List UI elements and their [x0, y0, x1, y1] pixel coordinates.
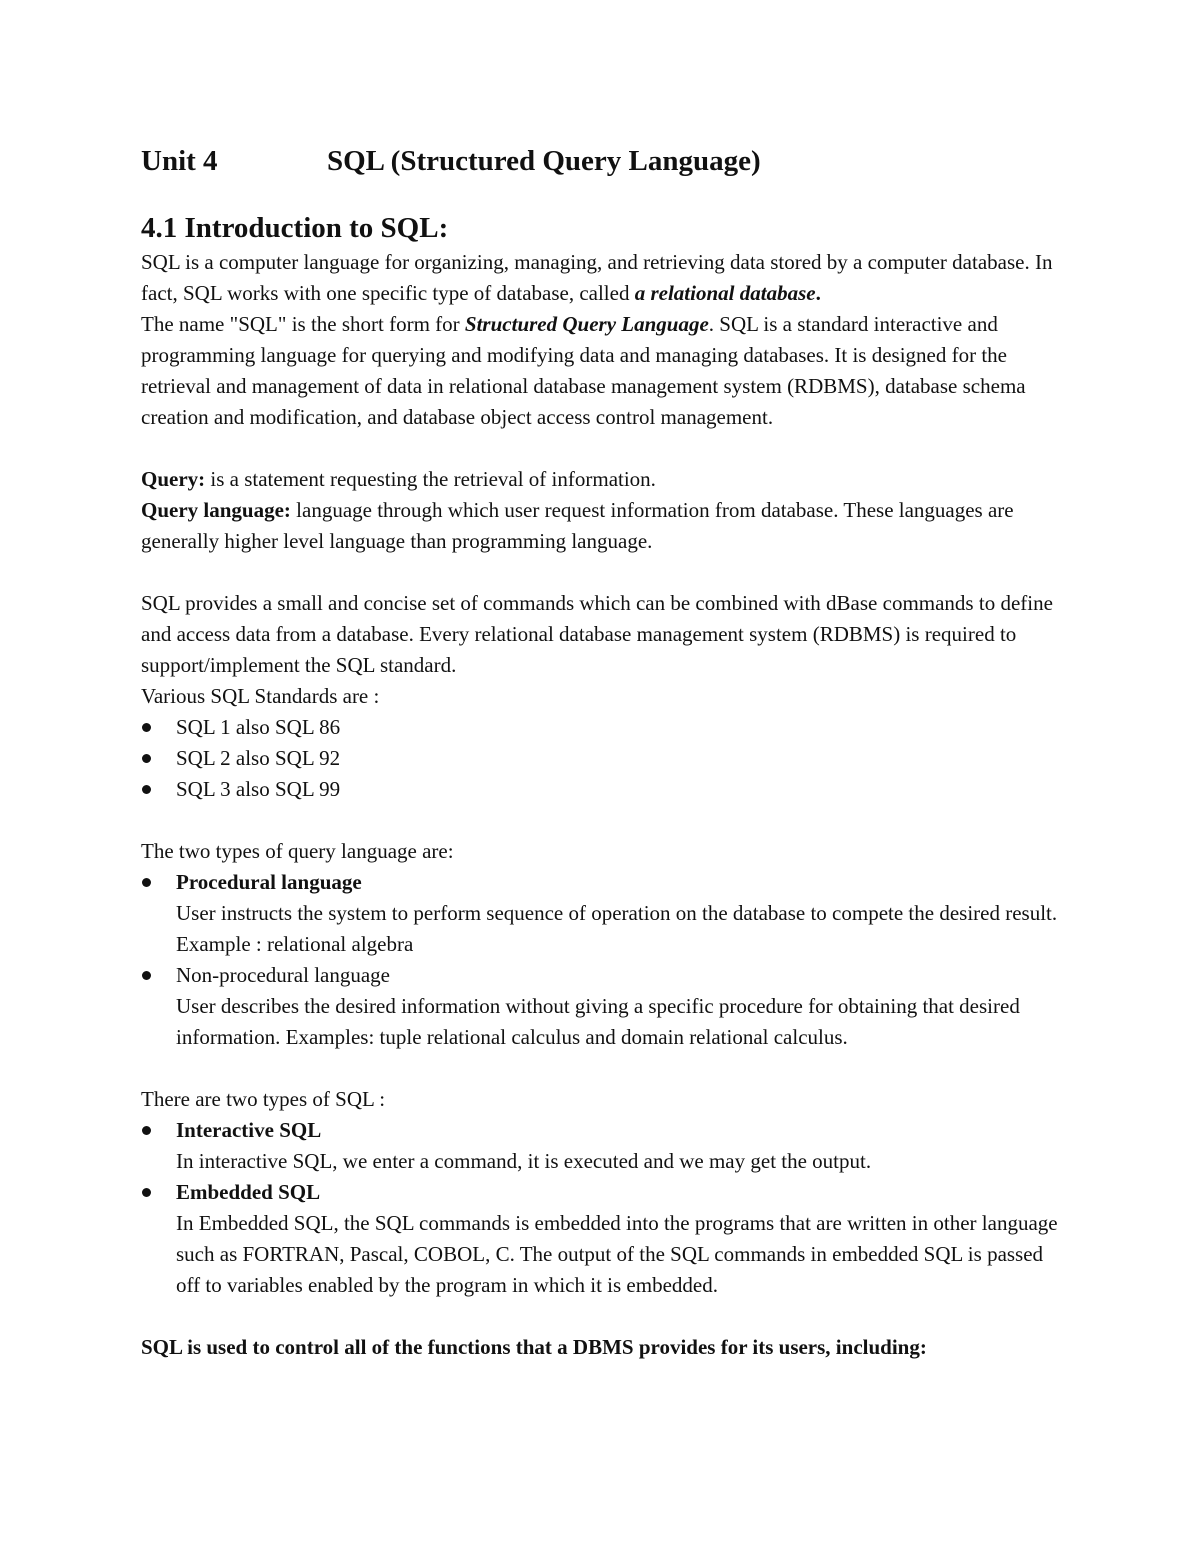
unit-number: Unit 4	[141, 145, 218, 177]
intro-sentence-1-end: .	[815, 281, 821, 305]
query-types-intro: The two types of query language are:	[141, 839, 454, 863]
standards-list	[141, 712, 1061, 805]
bullet-icon	[142, 971, 151, 980]
sql-types-intro: There are two types of SQL :	[141, 1087, 386, 1111]
relational-database-term: a relational database	[634, 281, 816, 305]
procedural-language-desc: User instructs the system to perform sequence of operation on the database to compete the desired result. Example : relational algebra	[176, 901, 1058, 956]
interactive-sql-desc: In interactive SQL, we enter a command, it is executed and we may get the output.	[176, 1149, 872, 1173]
query-language-definition	[141, 495, 1061, 557]
intro-sentence-2: The name "SQL" is the short form for	[141, 312, 465, 336]
query-definition	[141, 464, 1061, 495]
intro-sentence-1: SQL is a computer language for organizing, managing, and retrieving data stored by a computer database. In fact, SQL works with one specific type of database, called	[141, 250, 1053, 305]
sql-types-list	[141, 1115, 1061, 1301]
page-content	[141, 141, 1061, 1363]
interactive-sql-title: Interactive SQL	[176, 1118, 322, 1142]
structured-query-language-term: Structured Query Language	[464, 312, 709, 336]
commands-paragraph: SQL provides a small and concise set of commands which can be combined with dBase commands to define and access data from a database. Every relational database management system (RDBMS) is required to support/implement the SQL standard.	[141, 591, 1053, 677]
bullet-icon	[142, 1126, 151, 1135]
bullet-icon	[142, 878, 151, 887]
section-heading: 4.1 Introduction to SQL:	[141, 212, 449, 244]
list-item: SQL 1 also SQL 86	[141, 712, 1061, 743]
intro-sentence-2-end: . SQL is a standard interactive and programming language for querying and modifying data and managing databases. It is designed for the retrieval and management of data in relational database management system (RDBMS), database schema creation and modification, and database object access control management.	[141, 312, 1026, 429]
list-item	[141, 867, 1061, 960]
query-text: is a statement requesting the retrieval of information.	[205, 467, 656, 491]
embedded-sql-title: Embedded SQL	[176, 1180, 321, 1204]
bullet-icon	[142, 754, 151, 763]
unit-title	[141, 141, 1061, 181]
unit-subject: SQL (Structured Query Language)	[327, 145, 761, 177]
query-language-text: language through which user request information from database. These languages are generally higher level language than programming language.	[141, 498, 1014, 553]
query-types-list	[141, 867, 1061, 1053]
bullet-icon	[142, 1188, 151, 1197]
procedural-language-title: Procedural language	[176, 870, 362, 894]
intro-paragraph	[141, 247, 1061, 433]
list-item: SQL 2 also SQL 92	[141, 743, 1061, 774]
list-item	[141, 1115, 1061, 1177]
query-term: Query:	[141, 467, 206, 491]
bullet-icon	[142, 785, 151, 794]
list-item	[141, 960, 1061, 1053]
embedded-sql-desc: In Embedded SQL, the SQL commands is embedded into the programs that are written in other language such as FORTRAN, Pascal, COBOL, C. The output of the SQL commands in embedded SQL is passed off to variables enabled by the program in which it is embedded.	[176, 1211, 1058, 1297]
closing-statement: SQL is used to control all of the functions that a DBMS provides for its users, including:	[141, 1335, 927, 1359]
standards-intro: Various SQL Standards are :	[141, 684, 380, 708]
bullet-icon	[142, 723, 151, 732]
non-procedural-language-desc: User describes the desired information without giving a specific procedure for obtaining that desired information. Examples: tuple relational calculus and domain relational calculus.	[176, 994, 1020, 1049]
query-language-term: Query language:	[141, 498, 291, 522]
list-item	[141, 1177, 1061, 1301]
non-procedural-language-title: Non-procedural language	[176, 963, 390, 987]
list-item: SQL 3 also SQL 99	[141, 774, 1061, 805]
